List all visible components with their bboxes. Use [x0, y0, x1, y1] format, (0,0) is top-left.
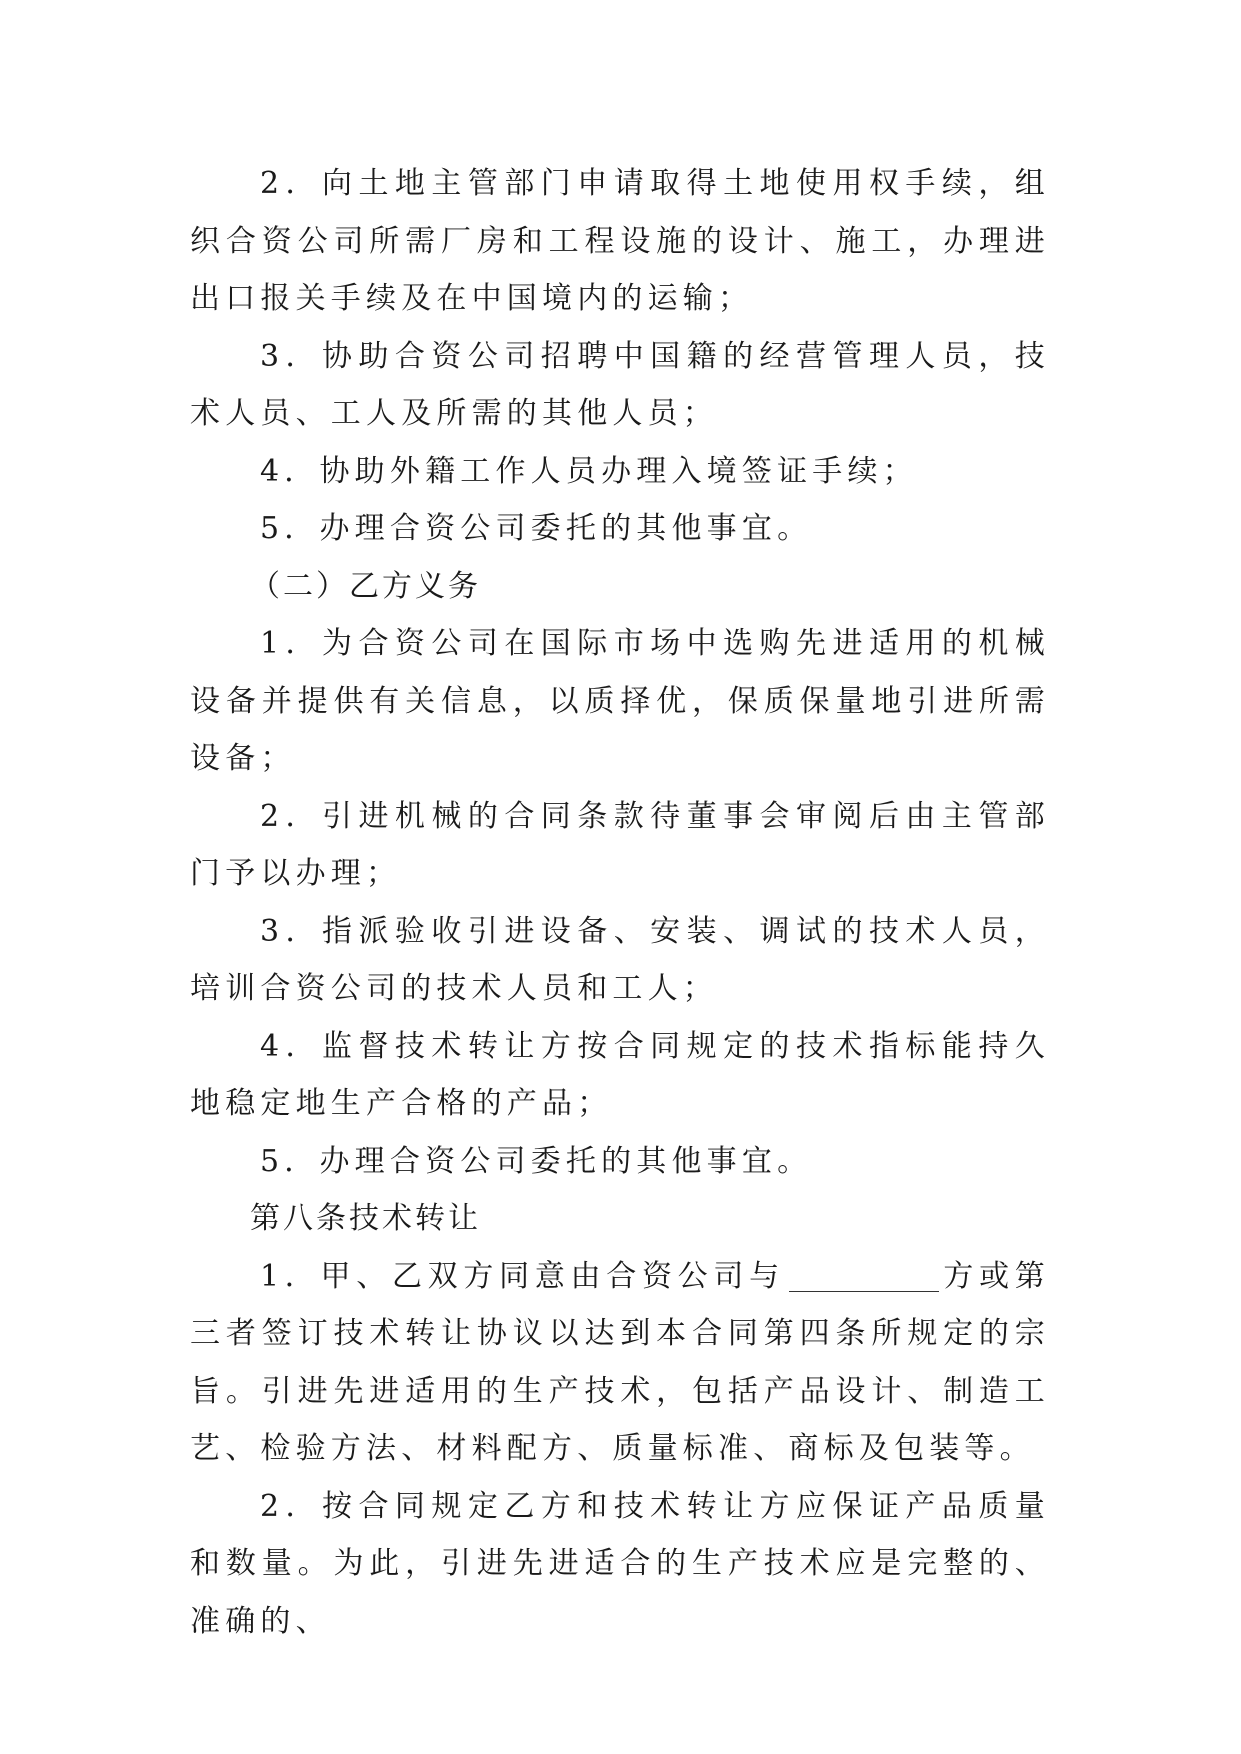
article-heading-technology-transfer: 第八条技术转让 — [250, 1201, 481, 1236]
paragraph-transfer-agreement — [190, 1248, 1050, 1478]
paragraph-other-matters-b: 5．办理合资公司委托的其他事宜。 — [260, 1143, 813, 1179]
paragraph-visa: 4．协助外籍工作人员办理入境签证手续； — [260, 453, 918, 489]
paragraph-recruitment: 3．协助合资公司招聘中国籍的经营管理人员，技术人员、工人及所需的其他人员； — [190, 338, 1050, 431]
paragraph-technical-staff: 3．指派验收引进设备、安装、调试的技术人员，培训合资公司的技术人员和工人； — [190, 913, 1050, 1006]
paragraph-land-use: 2．向土地主管部门申请取得土地使用权手续，组织合资公司所需厂房和工程设施的设计、施工，办理进出口报关手续及在中国境内的运输； — [190, 166, 1050, 316]
paragraph-other-matters-a: 5．办理合资公司委托的其他事宜。 — [260, 511, 813, 546]
paragraph-transfer-agreement-end: 方或第三者签订技术转让协议以达到本合同第四条所规定的宗旨。引进先进适用的生产技术，包括产品设计、制造工艺、检验方法、材料配方、质量标准、商标及包装等。 — [190, 1258, 1050, 1466]
document-page — [190, 155, 1050, 1650]
paragraph-contract-terms: 2．引进机械的合同条款待董事会审阅后由主管部门予以办理； — [190, 798, 1050, 891]
fill-in-blank — [789, 1261, 939, 1292]
paragraph-transfer-agreement-start: 1．甲、乙双方同意由合资公司与 — [260, 1258, 785, 1294]
paragraph-quality-guarantee: 2．按合同规定乙方和技术转让方应保证产品质量和数量。为此，引进先进适合的生产技术应是完整的、准确的、 — [190, 1488, 1050, 1639]
section-heading-party-b-obligations: （二）乙方义务 — [250, 568, 481, 604]
paragraph-equipment-purchase: 1．为合资公司在国际市场中选购先进适用的机械设备并提供有关信息，以质择优，保质保量地引进所需设备； — [190, 626, 1050, 776]
paragraph-supervision: 4．监督技术转让方按合同规定的技术指标能持久地稳定地生产合格的产品； — [190, 1028, 1050, 1121]
